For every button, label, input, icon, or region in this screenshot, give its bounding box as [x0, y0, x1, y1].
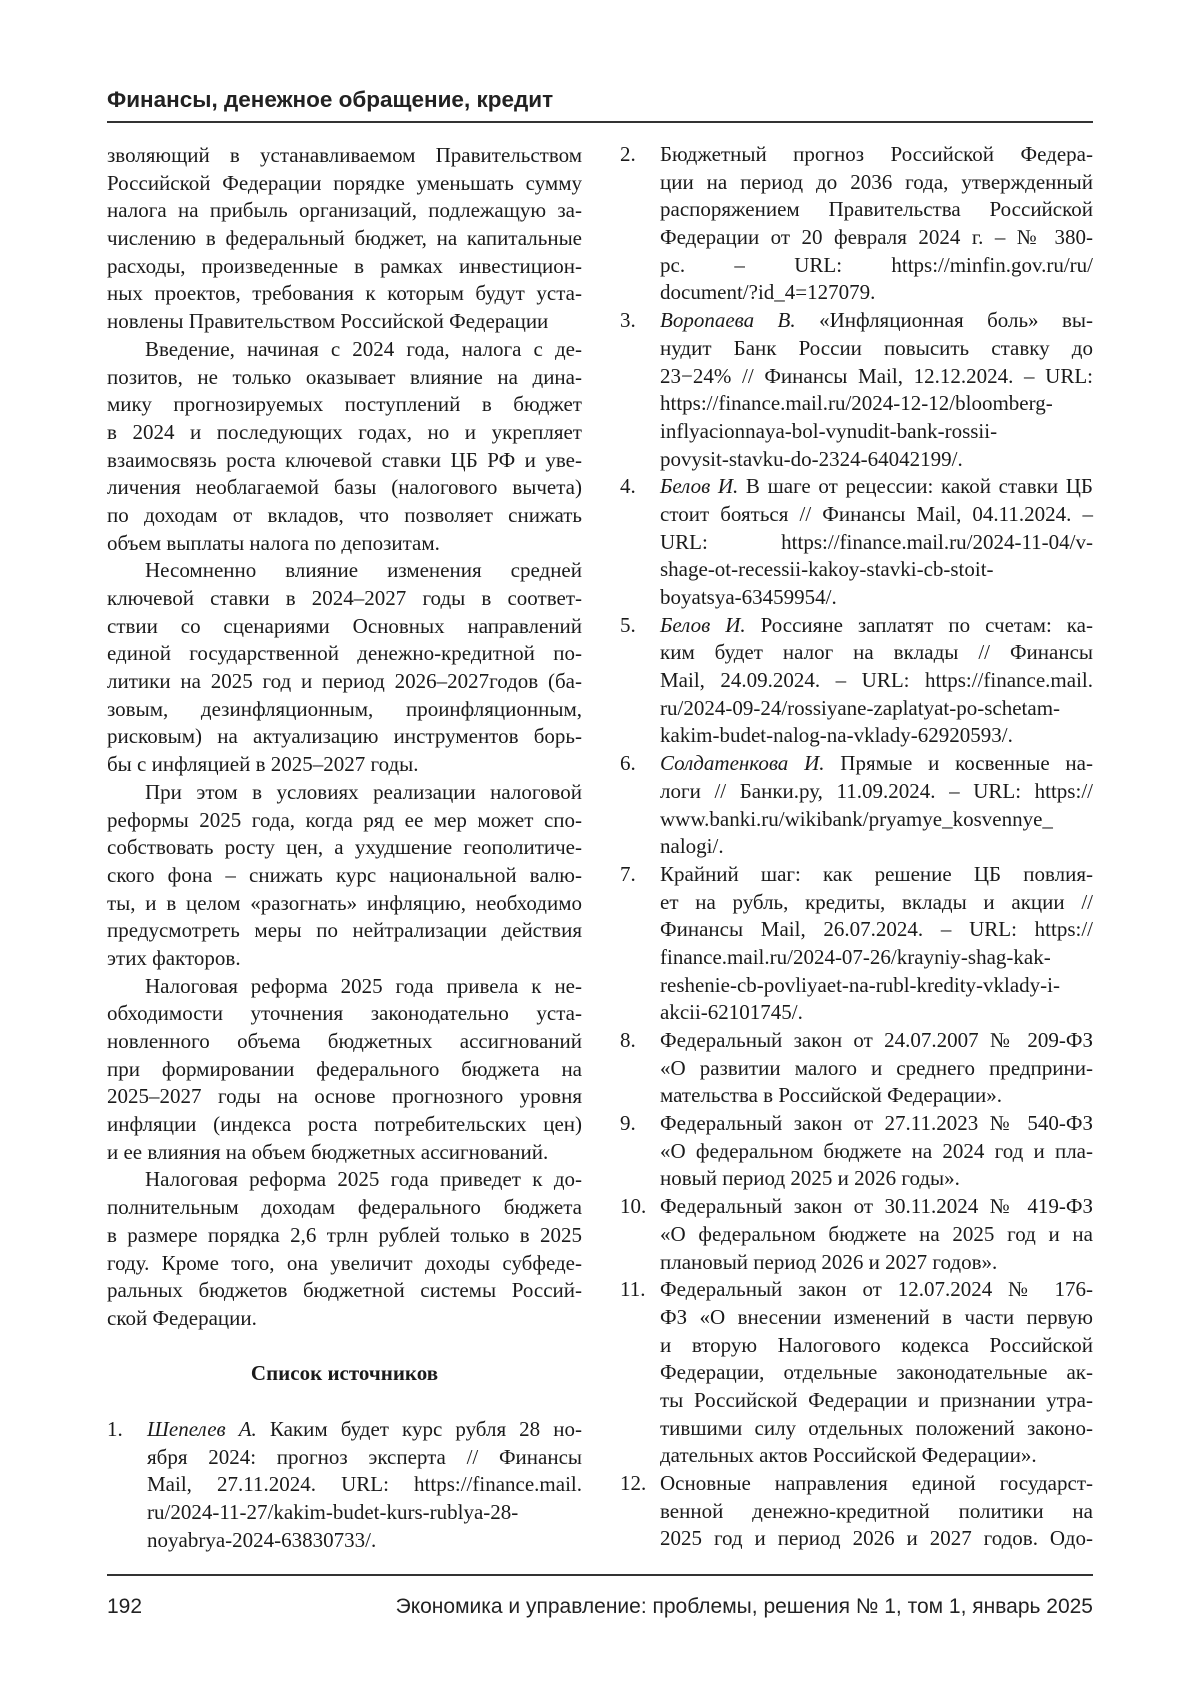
reference-line [660, 1276, 1093, 1304]
reference-item [620, 1276, 1093, 1470]
text-line: полнительным доходам федерального бюджета [107, 1194, 582, 1222]
paragraph [107, 779, 582, 973]
reference-line [660, 833, 1093, 861]
text-line: новленного объема бюджетных ассигнований [107, 1028, 582, 1056]
reference-text: ября 2024: прогноз эксперта // Финансы [147, 1445, 582, 1469]
reference-item [620, 861, 1093, 1027]
reference-text: Федеральный закон от 12.07.2024 № 176- [660, 1277, 1093, 1301]
text-line: ральных бюджетов бюджетной системы Россий- [107, 1277, 582, 1305]
reference-text: https://finance.mail.ru/2024-12-12/bloomberg- [660, 391, 1053, 415]
reference-text: и вторую Налогового кодекса Российской [660, 1333, 1093, 1357]
reference-number: 12. [620, 1470, 646, 1498]
reference-line [660, 252, 1093, 280]
reference-text: «О федеральном бюджете на 2025 год и на [660, 1222, 1093, 1246]
reference-line [660, 944, 1093, 972]
footer-rule [107, 1574, 1093, 1576]
reference-text: ты Российской Федерации и признании утра- [660, 1388, 1093, 1412]
text-line: расходы, произведенные в рамках инвестицион- [107, 253, 582, 281]
reference-item [620, 307, 1093, 473]
text-line: бы с инфляцией в 2025–2027 годы. [107, 751, 582, 779]
reference-item [620, 612, 1093, 750]
text-line: предусмотреть меры по нейтрализации действия [107, 917, 582, 945]
reference-text: В шаге от рецессии: какой ставки ЦБ [738, 474, 1093, 498]
reference-item [620, 1027, 1093, 1110]
reference-line [660, 1110, 1093, 1138]
reference-line [660, 1387, 1093, 1415]
reference-line [660, 446, 1093, 474]
text-line: ствии со сценариями Основных направлений [107, 613, 582, 641]
reference-text: nalogi/. [660, 834, 724, 858]
reference-number: 6. [620, 750, 636, 778]
reference-line [660, 556, 1093, 584]
reference-text: shage-ot-recessii-kakoy-stavki-cb-stoit- [660, 557, 994, 581]
text-line: При этом в условиях реализации налоговой [107, 779, 582, 807]
reference-line [660, 750, 1093, 778]
reference-line [660, 196, 1093, 224]
text-line: мику прогнозируемых поступлений в бюджет [107, 391, 582, 419]
reference-item [620, 1110, 1093, 1193]
reference-line [660, 584, 1093, 612]
reference-line [660, 141, 1093, 169]
reference-text: Россияне заплатят по счетам: ка- [746, 613, 1093, 637]
reference-line [660, 639, 1093, 667]
paragraph [107, 142, 582, 336]
text-line: реформы 2025 года, когда ряд ее мер может спо- [107, 807, 582, 835]
reference-text: akcii-62101745/. [660, 1000, 803, 1024]
text-line: объем выплаты налога по депозитам. [107, 530, 582, 558]
reference-line [660, 722, 1093, 750]
text-line: Введение, начиная с 2024 года, налога с де- [107, 336, 582, 364]
text-line: рисковым) на актуализацию инструментов борь- [107, 723, 582, 751]
reference-author: Белов И. [660, 474, 738, 498]
reference-line [147, 1499, 582, 1527]
reference-text: Федеральный закон от 30.11.2024 № 419-ФЗ [660, 1194, 1093, 1218]
reference-text: Федерации, отдельные законодательные ак- [660, 1360, 1093, 1384]
reference-text: дательных актов Российской Федерации». [660, 1443, 1037, 1467]
reference-line [660, 1470, 1093, 1498]
reference-line [660, 501, 1093, 529]
paragraph [107, 336, 582, 558]
journal-title: Экономика и управление: проблемы, решения № 1, том 1, январь 2025 [396, 1593, 1093, 1621]
reference-text: Бюджетный прогноз Российской Федера- [660, 142, 1093, 166]
text-line: Российской Федерации порядке уменьшать сумму [107, 170, 582, 198]
reference-line [660, 972, 1093, 1000]
reference-text: Основные направления единой государст- [660, 1471, 1093, 1495]
reference-text: Федерации от 20 февраля 2024 г. – № 380- [660, 225, 1093, 249]
section-title: Финансы, денежное обращение, кредит [107, 85, 553, 115]
reference-text: новый период 2025 и 2026 годы». [660, 1166, 960, 1190]
reference-line [660, 1082, 1093, 1110]
reference-author: Шепелев А. [147, 1417, 257, 1441]
reference-line [660, 279, 1093, 307]
reference-number: 3. [620, 307, 636, 335]
reference-line [660, 1498, 1093, 1526]
reference-text: Финансы Mail, 26.07.2024. – URL: https:// [660, 917, 1093, 941]
reference-line [660, 169, 1093, 197]
paragraph [107, 973, 582, 1167]
text-line: ных проектов, требования к которым будут уста- [107, 280, 582, 308]
reference-line [660, 224, 1093, 252]
reference-line [660, 695, 1093, 723]
reference-text: ции на период до 2036 года, утвержденный [660, 170, 1093, 194]
text-line: Налоговая реформа 2025 года приведет к до- [107, 1166, 582, 1194]
text-line: при формировании федерального бюджета на [107, 1056, 582, 1084]
reference-text: Федеральный закон от 24.07.2007 № 209-ФЗ [660, 1028, 1093, 1052]
body-text-column [107, 142, 582, 1333]
reference-line [660, 390, 1093, 418]
reference-line [660, 1165, 1093, 1193]
text-line: литики на 2025 год и период 2026–2027годов (ба- [107, 668, 582, 696]
reference-line [660, 529, 1093, 557]
reference-number: 4. [620, 473, 636, 501]
text-line: и ее влияния на объем бюджетных ассигнований. [107, 1139, 582, 1167]
text-line: новлены Правительством Российской Федерации [107, 308, 582, 336]
reference-line [147, 1444, 582, 1472]
reference-text: kakim-budet-nalog-na-vklady-62920593/. [660, 723, 1013, 747]
reference-number: 9. [620, 1110, 636, 1138]
text-line: 2025–2027 годы на основе прогнозного уровня [107, 1083, 582, 1111]
reference-text: ФЗ «О внесении изменений в части первую [660, 1305, 1093, 1329]
reference-text: мательства в Российской Федерации». [660, 1083, 1002, 1107]
reference-line [660, 307, 1093, 335]
paragraph [107, 557, 582, 779]
reference-text: стоит бояться // Финансы Mail, 04.11.2024. – [660, 502, 1093, 526]
reference-line [660, 778, 1093, 806]
reference-text: Крайний шаг: как решение ЦБ повлия- [660, 862, 1093, 886]
reference-text: нудит Банк России повысить ставку до [660, 336, 1093, 360]
reference-item [620, 1193, 1093, 1276]
reference-number: 1. [107, 1416, 123, 1444]
reference-item [620, 473, 1093, 611]
text-line: ской Федерации. [107, 1305, 582, 1333]
text-line: числению в федеральный бюджет, на капитальные [107, 225, 582, 253]
text-line: позитов, не только оказывает влияние на дина- [107, 364, 582, 392]
header-rule [107, 121, 1093, 123]
reference-number: 5. [620, 612, 636, 640]
text-line: Налоговая реформа 2025 года привела к не- [107, 973, 582, 1001]
reference-line [660, 1304, 1093, 1332]
text-line: ского фона – снижать курс национальной валю- [107, 862, 582, 890]
reference-text: ким будет налог на вклады // Финансы [660, 640, 1093, 664]
reference-line [660, 1415, 1093, 1443]
text-line: личения необлагаемой базы (налогового вычета) [107, 474, 582, 502]
reference-text: ru/2024-11-27/kakim-budet-kurs-rublya-28- [147, 1500, 518, 1524]
text-line: обходимости уточнения законодательно уста- [107, 1000, 582, 1028]
page-number: 192 [107, 1593, 142, 1621]
reference-line [147, 1471, 582, 1499]
reference-text: «О развитии малого и среднего предприни- [660, 1056, 1093, 1080]
reference-text: povysit-stavku-do-2324-64042199/. [660, 447, 963, 471]
reference-line [660, 889, 1093, 917]
reference-item [620, 750, 1093, 861]
reference-item [620, 1470, 1093, 1553]
reference-text: логи // Банки.ру, 11.09.2024. – URL: https:// [660, 779, 1093, 803]
reference-line [660, 1332, 1093, 1360]
text-line: году. Кроме того, она увеличит доходы субфеде- [107, 1250, 582, 1278]
reference-item [107, 1416, 582, 1554]
references-heading: Список источников [107, 1359, 582, 1387]
reference-line [660, 612, 1093, 640]
text-line: этих факторов. [107, 945, 582, 973]
text-line: собствовать росту цен, а ухудшение геополитиче- [107, 834, 582, 862]
reference-text: finance.mail.ru/2024-07-26/krayniy-shag-kak- [660, 945, 1051, 969]
reference-line [660, 1359, 1093, 1387]
reference-text: inflyacionnaya-bol-vynudit-bank-rossii- [660, 419, 997, 443]
reference-line [660, 999, 1093, 1027]
reference-text: Федеральный закон от 27.11.2023 № 540-ФЗ [660, 1111, 1093, 1135]
reference-text: document/?id_4=127079. [660, 280, 875, 304]
reference-text: рс. – URL: https://minfin.gov.ru/ru/ [660, 253, 1093, 277]
reference-author: Белов И. [660, 613, 746, 637]
reference-number: 8. [620, 1027, 636, 1055]
reference-text: ru/2024-09-24/rossiyane-zaplatyat-po-schetam- [660, 696, 1060, 720]
text-line: взаимосвязь роста ключевой ставки ЦБ РФ и уве- [107, 447, 582, 475]
reference-line [660, 1193, 1093, 1221]
reference-line [660, 916, 1093, 944]
references-list-right [620, 141, 1093, 1553]
text-line: ты, и в целом «разогнать» инфляцию, необходимо [107, 890, 582, 918]
reference-text: www.banki.ru/wikibank/pryamye_kosvennye_ [660, 807, 1053, 831]
text-line: зовым, дезинфляционным, проинфляционным, [107, 696, 582, 724]
reference-line [660, 1027, 1093, 1055]
reference-number: 11. [620, 1276, 645, 1304]
reference-text: boyatsya-63459954/. [660, 585, 837, 609]
reference-text: 23−24% // Финансы Mail, 12.12.2024. – URL: [660, 364, 1093, 388]
text-line: по доходам от вкладов, что позволяет снижать [107, 502, 582, 530]
text-line: ключевой ставки в 2024–2027 годы в соответ- [107, 585, 582, 613]
reference-line [660, 1221, 1093, 1249]
reference-text: «Инфляционная боль» вы- [796, 308, 1093, 332]
paragraph [107, 1166, 582, 1332]
text-line: зволяющий в устанавливаемом Правительством [107, 142, 582, 170]
reference-line [660, 1138, 1093, 1166]
reference-line [660, 667, 1093, 695]
reference-line [660, 1055, 1093, 1083]
reference-line [660, 418, 1093, 446]
reference-text: распоряжением Правительства Российской [660, 197, 1093, 221]
reference-line [147, 1416, 582, 1444]
text-line: Несомненно влияние изменения средней [107, 557, 582, 585]
reference-line [660, 1249, 1093, 1277]
reference-number: 7. [620, 861, 636, 889]
reference-text: reshenie-cb-povliyaet-na-rubl-kredity-vklady-i- [660, 973, 1060, 997]
reference-line [660, 363, 1093, 391]
reference-text: Каким будет курс рубля 28 но- [257, 1417, 582, 1441]
text-line: налога на прибыль организаций, подлежащую за- [107, 197, 582, 225]
reference-text: noyabrya-2024-63830733/. [147, 1528, 376, 1552]
text-line: в размере порядка 2,6 трлн рублей только в 2025 [107, 1222, 582, 1250]
reference-text: венной денежно-кредитной политики на [660, 1499, 1093, 1523]
reference-line [147, 1527, 582, 1555]
reference-number: 2. [620, 141, 636, 169]
reference-line [660, 335, 1093, 363]
reference-number: 10. [620, 1193, 646, 1221]
reference-text: плановый период 2026 и 2027 годов». [660, 1250, 997, 1274]
text-line: инфляции (индекса роста потребительских цен) [107, 1111, 582, 1139]
reference-line [660, 1442, 1093, 1470]
reference-text: тившими силу отдельных положений законо- [660, 1416, 1093, 1440]
reference-author: Воропаева В. [660, 308, 796, 332]
references-list-left [107, 1416, 582, 1554]
reference-text: Mail, 24.09.2024. – URL: https://finance.mail. [660, 668, 1093, 692]
reference-author: Солдатенкова И. [660, 751, 825, 775]
reference-text: 2025 год и период 2026 и 2027 годов. Одо- [660, 1526, 1093, 1550]
reference-line [660, 806, 1093, 834]
reference-text: Mail, 27.11.2024. URL: https://finance.mail. [147, 1472, 582, 1496]
reference-text: URL: https://finance.mail.ru/2024-11-04/v- [660, 530, 1093, 554]
text-line: единой государственной денежно-кредитной по- [107, 640, 582, 668]
reference-line [660, 1525, 1093, 1553]
reference-item [620, 141, 1093, 307]
reference-text: ет на рубль, кредиты, вклады и акции // [660, 890, 1093, 914]
reference-line [660, 473, 1093, 501]
reference-text: Прямые и косвенные на- [825, 751, 1093, 775]
reference-line [660, 861, 1093, 889]
text-line: в 2024 и последующих годах, но и укрепляет [107, 419, 582, 447]
reference-text: «О федеральном бюджете на 2024 год и пла- [660, 1139, 1093, 1163]
